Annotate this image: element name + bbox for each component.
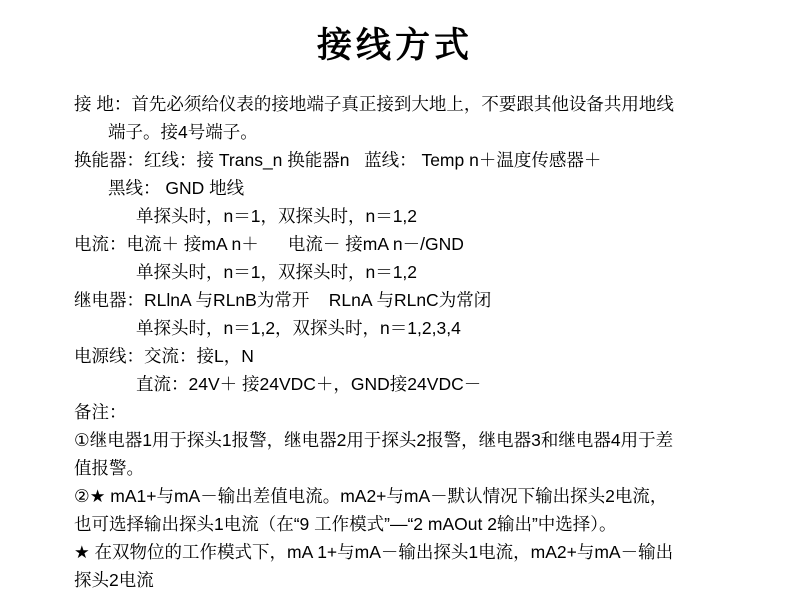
text-line-note-3b: 探头2电流 xyxy=(74,570,154,590)
text-line-current-1: 电流：电流＋ 接mA n＋ 电流－ 接mA n－/GND xyxy=(74,234,464,254)
text-line-note-3a: ★ 在双物位的工作模式下，mA 1+与mA－输出探头1电流，mA2+与mA－输出 xyxy=(74,542,674,562)
text-line-transducer-2: 黑线： GND 地线 xyxy=(108,178,245,198)
page-title: 接线方式 xyxy=(316,26,473,66)
text-line-notes-title: 备注： xyxy=(74,402,127,422)
text-line-note-2b: 也可选择输出探头1电流（在“9 工作模式”—“2 mAOut 2输出”中选择）。 xyxy=(74,514,617,534)
text-line-relay-1: 继电器：RLlnA 与RLnB为常开 RLnA 与RLnC为常闭 xyxy=(74,290,492,310)
text-line-note-2a: ②★ mA1+与mA－输出差值电流。mA2+与mA－默认情况下输出探头2电流， xyxy=(74,486,668,506)
text-line-power-2: 直流：24V＋ 接24VDC＋，GND接24VDC－ xyxy=(136,374,482,394)
document-body xyxy=(0,90,790,594)
text-line-ground-1: 接 地：首先必须给仪表的接地端子真正接到大地上，不要跟其他设备共用地线 xyxy=(74,94,674,114)
text-line-power-1: 电源线：交流：接L，N xyxy=(74,346,254,366)
text-line-relay-2: 单探头时，n＝1,2，双探头时，n＝1,2,3,4 xyxy=(136,318,461,338)
text-line-transducer-3: 单探头时，n＝1，双探头时，n＝1,2 xyxy=(136,206,418,226)
text-line-transducer-1: 换能器：红线：接 Trans_n 换能器n 蓝线： Temp n＋温度传感器＋ xyxy=(74,150,602,170)
document-page xyxy=(0,18,790,590)
text-line-note-1b: 值报警。 xyxy=(74,458,144,478)
text-line-note-1a: ①继电器1用于探头1报警，继电器2用于探头2报警，继电器3和继电器4用于差 xyxy=(74,430,674,450)
text-line-ground-2: 端子。接4号端子。 xyxy=(108,122,258,142)
text-line-current-2: 单探头时，n＝1，双探头时，n＝1,2 xyxy=(136,262,418,282)
